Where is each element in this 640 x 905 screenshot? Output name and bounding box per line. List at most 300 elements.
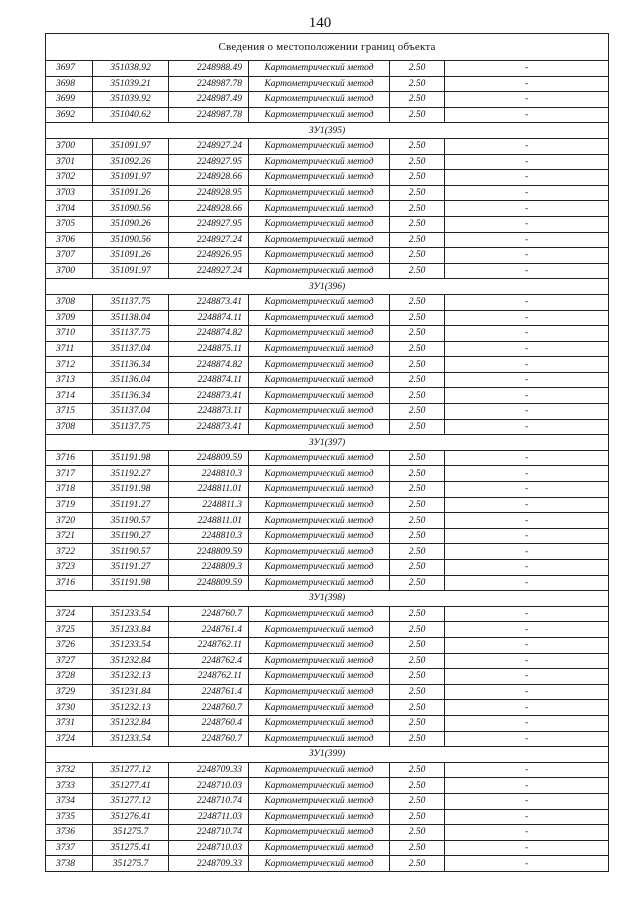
table-row [46, 840, 609, 856]
point-number-cell: 3731 [46, 715, 93, 731]
accuracy-cell: 2.50 [390, 466, 445, 482]
point-number-cell: 3707 [46, 248, 93, 264]
method-cell: Картометрический метод [249, 372, 390, 388]
x-coordinate-cell: 351039.92 [93, 92, 169, 108]
method-cell: Картометрический метод [249, 560, 390, 576]
x-coordinate-cell: 351091.97 [93, 263, 169, 279]
accuracy-cell: 2.50 [390, 840, 445, 856]
accuracy-cell: 2.50 [390, 622, 445, 638]
point-number-cell: 3699 [46, 92, 93, 108]
table-row [46, 669, 609, 685]
accuracy-cell: 2.50 [390, 76, 445, 92]
method-cell: Картометрический метод [249, 388, 390, 404]
description-cell: - [445, 731, 609, 747]
y-coordinate-cell: 2248874.82 [169, 357, 249, 373]
table-row [46, 560, 609, 576]
table-row [46, 201, 609, 217]
table-row [46, 450, 609, 466]
table-title: Сведения о местоположении границ объекта [46, 34, 609, 61]
y-coordinate-cell: 2248711.03 [169, 809, 249, 825]
point-number-cell: 3722 [46, 544, 93, 560]
point-number-cell: 3704 [46, 201, 93, 217]
method-cell: Картометрический метод [249, 653, 390, 669]
method-cell: Картометрический метод [249, 762, 390, 778]
point-number-cell: 3709 [46, 310, 93, 326]
method-cell: Картометрический метод [249, 809, 390, 825]
accuracy-cell: 2.50 [390, 731, 445, 747]
x-coordinate-cell: 351136.34 [93, 388, 169, 404]
x-coordinate-cell: 351092.26 [93, 154, 169, 170]
y-coordinate-cell: 2248811.01 [169, 482, 249, 498]
description-cell: - [445, 326, 609, 342]
y-coordinate-cell: 2248761.4 [169, 622, 249, 638]
accuracy-cell: 2.50 [390, 107, 445, 123]
method-cell: Картометрический метод [249, 669, 390, 685]
method-cell: Картометрический метод [249, 528, 390, 544]
y-coordinate-cell: 2248760.7 [169, 731, 249, 747]
accuracy-cell: 2.50 [390, 185, 445, 201]
accuracy-cell: 2.50 [390, 637, 445, 653]
description-cell: - [445, 419, 609, 435]
point-number-cell: 3716 [46, 450, 93, 466]
description-cell: - [445, 840, 609, 856]
method-cell: Картометрический метод [249, 856, 390, 872]
point-number-cell: 3735 [46, 809, 93, 825]
x-coordinate-cell: 351091.97 [93, 138, 169, 154]
table-row [46, 294, 609, 310]
accuracy-cell: 2.50 [390, 310, 445, 326]
description-cell: - [445, 263, 609, 279]
description-cell: - [445, 294, 609, 310]
point-number-cell: 3706 [46, 232, 93, 248]
method-cell: Картометрический метод [249, 544, 390, 560]
point-number-cell: 3718 [46, 482, 93, 498]
y-coordinate-cell: 2248987.78 [169, 107, 249, 123]
method-cell: Картометрический метод [249, 92, 390, 108]
accuracy-cell: 2.50 [390, 138, 445, 154]
x-coordinate-cell: 351233.84 [93, 622, 169, 638]
table-row [46, 138, 609, 154]
description-cell: - [445, 388, 609, 404]
table-row [46, 684, 609, 700]
table-row [46, 372, 609, 388]
method-cell: Картометрический метод [249, 232, 390, 248]
description-cell: - [445, 637, 609, 653]
accuracy-cell: 2.50 [390, 92, 445, 108]
table-row [46, 497, 609, 513]
description-cell: - [445, 544, 609, 560]
accuracy-cell: 2.50 [390, 450, 445, 466]
description-cell: - [445, 185, 609, 201]
x-coordinate-cell: 351137.75 [93, 294, 169, 310]
point-number-cell: 3733 [46, 778, 93, 794]
accuracy-cell: 2.50 [390, 700, 445, 716]
table-row [46, 92, 609, 108]
point-number-cell: 3725 [46, 622, 93, 638]
y-coordinate-cell: 2248710.03 [169, 778, 249, 794]
accuracy-cell: 2.50 [390, 653, 445, 669]
table-row [46, 419, 609, 435]
table-row [46, 388, 609, 404]
point-number-cell: 3727 [46, 653, 93, 669]
point-number-cell: 3723 [46, 560, 93, 576]
point-number-cell: 3711 [46, 341, 93, 357]
accuracy-cell: 2.50 [390, 372, 445, 388]
accuracy-cell: 2.50 [390, 856, 445, 872]
point-number-cell: 3721 [46, 528, 93, 544]
table-row [46, 310, 609, 326]
accuracy-cell: 2.50 [390, 778, 445, 794]
method-cell: Картометрический метод [249, 138, 390, 154]
y-coordinate-cell: 2248928.66 [169, 201, 249, 217]
y-coordinate-cell: 2248760.7 [169, 700, 249, 716]
x-coordinate-cell: 351275.41 [93, 840, 169, 856]
table-row [46, 809, 609, 825]
description-cell: - [445, 482, 609, 498]
description-cell: - [445, 232, 609, 248]
x-coordinate-cell: 351137.04 [93, 341, 169, 357]
method-cell: Картометрический метод [249, 341, 390, 357]
method-cell: Картометрический метод [249, 419, 390, 435]
y-coordinate-cell: 2248710.03 [169, 840, 249, 856]
x-coordinate-cell: 351090.26 [93, 216, 169, 232]
description-cell: - [445, 653, 609, 669]
x-coordinate-cell: 351233.54 [93, 606, 169, 622]
method-cell: Картометрический метод [249, 76, 390, 92]
description-cell: - [445, 778, 609, 794]
accuracy-cell: 2.50 [390, 170, 445, 186]
table-row [46, 622, 609, 638]
x-coordinate-cell: 351191.27 [93, 560, 169, 576]
accuracy-cell: 2.50 [390, 762, 445, 778]
section-label: ЗУ1(395) [46, 123, 609, 139]
description-cell: - [445, 560, 609, 576]
accuracy-cell: 2.50 [390, 248, 445, 264]
point-number-cell: 3712 [46, 357, 93, 373]
x-coordinate-cell: 351275.7 [93, 825, 169, 841]
point-number-cell: 3697 [46, 61, 93, 77]
accuracy-cell: 2.50 [390, 357, 445, 373]
table-row [46, 232, 609, 248]
x-coordinate-cell: 351190.27 [93, 528, 169, 544]
point-number-cell: 3692 [46, 107, 93, 123]
point-number-cell: 3710 [46, 326, 93, 342]
y-coordinate-cell: 2248811.01 [169, 513, 249, 529]
x-coordinate-cell: 351191.98 [93, 450, 169, 466]
method-cell: Картометрический метод [249, 216, 390, 232]
y-coordinate-cell: 2248873.41 [169, 419, 249, 435]
y-coordinate-cell: 2248762.4 [169, 653, 249, 669]
x-coordinate-cell: 351040.62 [93, 107, 169, 123]
method-cell: Картометрический метод [249, 61, 390, 77]
accuracy-cell: 2.50 [390, 497, 445, 513]
description-cell: - [445, 154, 609, 170]
point-number-cell: 3702 [46, 170, 93, 186]
point-number-cell: 3713 [46, 372, 93, 388]
x-coordinate-cell: 351277.12 [93, 762, 169, 778]
method-cell: Картометрический метод [249, 622, 390, 638]
x-coordinate-cell: 351232.84 [93, 653, 169, 669]
description-cell: - [445, 92, 609, 108]
description-cell: - [445, 762, 609, 778]
y-coordinate-cell: 2248927.95 [169, 216, 249, 232]
x-coordinate-cell: 351233.54 [93, 637, 169, 653]
y-coordinate-cell: 2248875.11 [169, 341, 249, 357]
point-number-cell: 3717 [46, 466, 93, 482]
x-coordinate-cell: 351039.21 [93, 76, 169, 92]
table-row [46, 263, 609, 279]
x-coordinate-cell: 351232.13 [93, 700, 169, 716]
y-coordinate-cell: 2248710.74 [169, 825, 249, 841]
method-cell: Картометрический метод [249, 825, 390, 841]
x-coordinate-cell: 351138.04 [93, 310, 169, 326]
method-cell: Картометрический метод [249, 154, 390, 170]
y-coordinate-cell: 2248761.4 [169, 684, 249, 700]
y-coordinate-cell: 2248927.95 [169, 154, 249, 170]
x-coordinate-cell: 351277.41 [93, 778, 169, 794]
y-coordinate-cell: 2248762.11 [169, 637, 249, 653]
point-number-cell: 3726 [46, 637, 93, 653]
accuracy-cell: 2.50 [390, 575, 445, 591]
y-coordinate-cell: 2248874.11 [169, 372, 249, 388]
x-coordinate-cell: 351277.12 [93, 793, 169, 809]
description-cell: - [445, 76, 609, 92]
section-header-row [46, 747, 609, 763]
accuracy-cell: 2.50 [390, 232, 445, 248]
point-number-cell: 3728 [46, 669, 93, 685]
table-row [46, 793, 609, 809]
description-cell: - [445, 575, 609, 591]
accuracy-cell: 2.50 [390, 326, 445, 342]
table-row [46, 825, 609, 841]
description-cell: - [445, 248, 609, 264]
table-row [46, 341, 609, 357]
y-coordinate-cell: 2248927.24 [169, 263, 249, 279]
x-coordinate-cell: 351191.27 [93, 497, 169, 513]
x-coordinate-cell: 351190.57 [93, 513, 169, 529]
y-coordinate-cell: 2248874.11 [169, 310, 249, 326]
y-coordinate-cell: 2248927.24 [169, 232, 249, 248]
section-label: ЗУ1(397) [46, 435, 609, 451]
description-cell: - [445, 669, 609, 685]
y-coordinate-cell: 2248811.3 [169, 497, 249, 513]
method-cell: Картометрический метод [249, 201, 390, 217]
description-cell: - [445, 450, 609, 466]
point-number-cell: 3724 [46, 606, 93, 622]
table-row [46, 185, 609, 201]
table-row [46, 76, 609, 92]
description-cell: - [445, 357, 609, 373]
section-header-row [46, 123, 609, 139]
point-number-cell: 3737 [46, 840, 93, 856]
x-coordinate-cell: 351232.84 [93, 715, 169, 731]
method-cell: Картометрический метод [249, 575, 390, 591]
accuracy-cell: 2.50 [390, 560, 445, 576]
y-coordinate-cell: 2248810.3 [169, 528, 249, 544]
method-cell: Картометрический метод [249, 513, 390, 529]
point-number-cell: 3736 [46, 825, 93, 841]
y-coordinate-cell: 2248709.33 [169, 762, 249, 778]
accuracy-cell: 2.50 [390, 482, 445, 498]
method-cell: Картометрический метод [249, 700, 390, 716]
accuracy-cell: 2.50 [390, 528, 445, 544]
x-coordinate-cell: 351276.41 [93, 809, 169, 825]
description-cell: - [445, 793, 609, 809]
description-cell: - [445, 856, 609, 872]
description-cell: - [445, 138, 609, 154]
accuracy-cell: 2.50 [390, 216, 445, 232]
table-row [46, 856, 609, 872]
x-coordinate-cell: 351191.98 [93, 575, 169, 591]
method-cell: Картометрический метод [249, 326, 390, 342]
description-cell: - [445, 809, 609, 825]
table-row [46, 778, 609, 794]
accuracy-cell: 2.50 [390, 341, 445, 357]
table-row [46, 637, 609, 653]
description-cell: - [445, 372, 609, 388]
y-coordinate-cell: 2248873.41 [169, 294, 249, 310]
accuracy-cell: 2.50 [390, 419, 445, 435]
table-row [46, 575, 609, 591]
table-row [46, 170, 609, 186]
method-cell: Картометрический метод [249, 294, 390, 310]
section-header-row [46, 279, 609, 295]
description-cell: - [445, 404, 609, 420]
table-row [46, 715, 609, 731]
y-coordinate-cell: 2248760.7 [169, 606, 249, 622]
method-cell: Картометрический метод [249, 715, 390, 731]
y-coordinate-cell: 2248760.4 [169, 715, 249, 731]
x-coordinate-cell: 351136.34 [93, 357, 169, 373]
method-cell: Картометрический метод [249, 170, 390, 186]
accuracy-cell: 2.50 [390, 809, 445, 825]
method-cell: Картометрический метод [249, 778, 390, 794]
method-cell: Картометрический метод [249, 840, 390, 856]
description-cell: - [445, 310, 609, 326]
description-cell: - [445, 825, 609, 841]
point-number-cell: 3705 [46, 216, 93, 232]
description-cell: - [445, 341, 609, 357]
point-number-cell: 3708 [46, 294, 93, 310]
y-coordinate-cell: 2248928.66 [169, 170, 249, 186]
coordinates-table [45, 33, 609, 872]
point-number-cell: 3700 [46, 138, 93, 154]
page-number: 140 [308, 15, 332, 31]
accuracy-cell: 2.50 [390, 793, 445, 809]
point-number-cell: 3720 [46, 513, 93, 529]
section-header-row [46, 435, 609, 451]
description-cell: - [445, 466, 609, 482]
x-coordinate-cell: 351137.75 [93, 419, 169, 435]
x-coordinate-cell: 351090.56 [93, 201, 169, 217]
description-cell: - [445, 61, 609, 77]
table-row [46, 653, 609, 669]
x-coordinate-cell: 351137.75 [93, 326, 169, 342]
table-row [46, 482, 609, 498]
description-cell: - [445, 700, 609, 716]
table-row [46, 466, 609, 482]
x-coordinate-cell: 351231.84 [93, 684, 169, 700]
point-number-cell: 3730 [46, 700, 93, 716]
x-coordinate-cell: 351137.04 [93, 404, 169, 420]
description-cell: - [445, 513, 609, 529]
x-coordinate-cell: 351275.7 [93, 856, 169, 872]
description-cell: - [445, 216, 609, 232]
y-coordinate-cell: 2248809.3 [169, 560, 249, 576]
y-coordinate-cell: 2248926.95 [169, 248, 249, 264]
method-cell: Картометрический метод [249, 684, 390, 700]
description-cell: - [445, 201, 609, 217]
method-cell: Картометрический метод [249, 107, 390, 123]
y-coordinate-cell: 2248987.78 [169, 76, 249, 92]
point-number-cell: 3719 [46, 497, 93, 513]
method-cell: Картометрический метод [249, 606, 390, 622]
accuracy-cell: 2.50 [390, 513, 445, 529]
method-cell: Картометрический метод [249, 310, 390, 326]
method-cell: Картометрический метод [249, 637, 390, 653]
accuracy-cell: 2.50 [390, 404, 445, 420]
y-coordinate-cell: 2248709.33 [169, 856, 249, 872]
description-cell: - [445, 497, 609, 513]
x-coordinate-cell: 351091.26 [93, 185, 169, 201]
table-row [46, 404, 609, 420]
y-coordinate-cell: 2248809.59 [169, 450, 249, 466]
y-coordinate-cell: 2248928.95 [169, 185, 249, 201]
x-coordinate-cell: 351232.13 [93, 669, 169, 685]
point-number-cell: 3729 [46, 684, 93, 700]
x-coordinate-cell: 351038.92 [93, 61, 169, 77]
table-row [46, 544, 609, 560]
y-coordinate-cell: 2248987.49 [169, 92, 249, 108]
x-coordinate-cell: 351136.04 [93, 372, 169, 388]
point-number-cell: 3700 [46, 263, 93, 279]
point-number-cell: 3698 [46, 76, 93, 92]
y-coordinate-cell: 2248809.59 [169, 544, 249, 560]
y-coordinate-cell: 2248810.3 [169, 466, 249, 482]
x-coordinate-cell: 351190.57 [93, 544, 169, 560]
description-cell: - [445, 684, 609, 700]
y-coordinate-cell: 2248873.41 [169, 388, 249, 404]
description-cell: - [445, 170, 609, 186]
x-coordinate-cell: 351091.26 [93, 248, 169, 264]
y-coordinate-cell: 2248809.59 [169, 575, 249, 591]
method-cell: Картометрический метод [249, 404, 390, 420]
table-row [46, 216, 609, 232]
accuracy-cell: 2.50 [390, 715, 445, 731]
method-cell: Картометрический метод [249, 185, 390, 201]
table-row [46, 762, 609, 778]
x-coordinate-cell: 351091.97 [93, 170, 169, 186]
point-number-cell: 3724 [46, 731, 93, 747]
section-label: ЗУ1(398) [46, 591, 609, 607]
method-cell: Картометрический метод [249, 466, 390, 482]
accuracy-cell: 2.50 [390, 606, 445, 622]
y-coordinate-cell: 2248710.74 [169, 793, 249, 809]
table-row [46, 107, 609, 123]
method-cell: Картометрический метод [249, 357, 390, 373]
description-cell: - [445, 622, 609, 638]
table-row [46, 326, 609, 342]
table-row [46, 731, 609, 747]
accuracy-cell: 2.50 [390, 294, 445, 310]
accuracy-cell: 2.50 [390, 669, 445, 685]
section-label: ЗУ1(396) [46, 279, 609, 295]
accuracy-cell: 2.50 [390, 544, 445, 560]
description-cell: - [445, 606, 609, 622]
description-cell: - [445, 107, 609, 123]
accuracy-cell: 2.50 [390, 61, 445, 77]
accuracy-cell: 2.50 [390, 154, 445, 170]
